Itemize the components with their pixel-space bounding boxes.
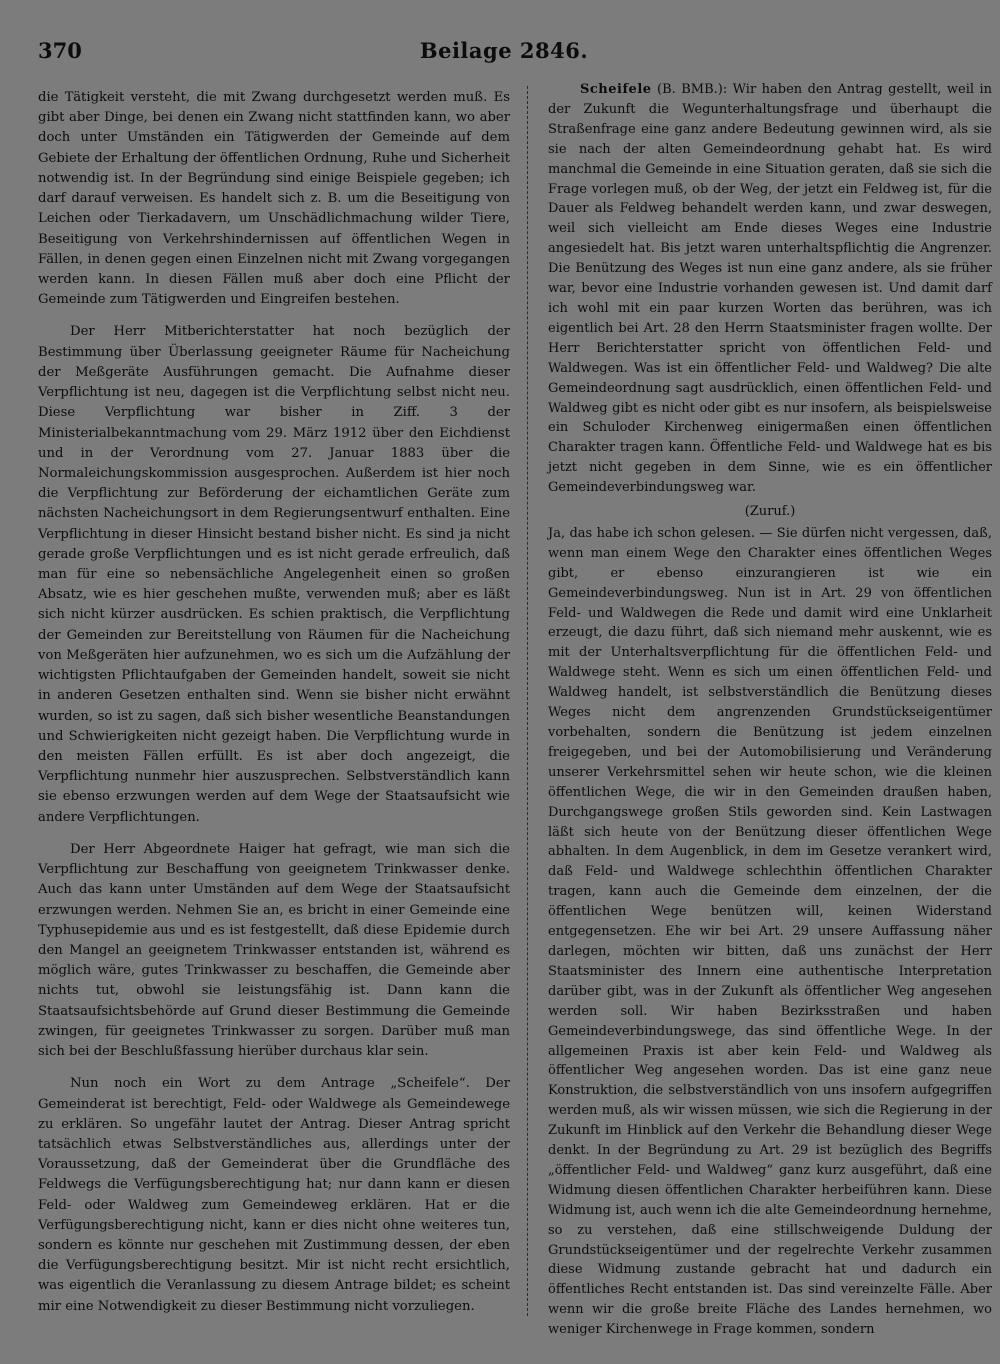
paragraph	[548, 80, 992, 498]
speaker-name: Scheifele	[580, 82, 652, 97]
left-column	[38, 88, 510, 1317]
page-number: 370	[38, 38, 82, 63]
paragraph: Ja, das habe ich schon gelesen. — Sie dürfen nicht vergessen, daß, wenn man einem Wege den Charakter eines öffentlichen Weges gibt, er ebenso einzurangieren ist wie ein Gemeindeverbindungsweg. Nun ist in Art. 29 von öffentlichen Feld- und Waldwegen die Rede und damit wird eine Unklarheit erzeugt, die dazu führt, daß sich niemand mehr auskennt, wie es mit der Unterhaltsverpflichtung für die öffentlichen Feld- und Waldwege steht. Wenn es sich um einen öffentlichen Feld- und Waldweg handelt, ist selbstverständlich die Benützung dieses Weges nicht dem angrenzenden Grundstückseigentümer vorbehalten, sondern die Benützung ist jedem einzelnen freigegeben, und bei der Automobilisierung und Veränderung unserer Verkehrsmittel sehen wir heute schon, wie die kleinen öffentlichen Wege, die wir in den Gemeinden draußen haben, Durchgangswege großen Stils geworden sind. Kein Lastwagen läßt sich heute von der Benützung dieser öffentlichen Wege abhalten. In dem Augenblick, in dem im Gesetze verankert wird, daß Feld- und Waldwege schlechthin öffentlichen Charakter tragen, kann auch die Gemeinde dem einzelnen, der die öffentlichen Wege benützen will, keinen Widerstand entgegensetzen. Ehe wir bei Art. 29 unsere Auffassung näher darlegen, möchten wir bitten, daß uns zunächst der Herr Staatsminister des Innern eine authentische Interpretation darüber gibt, was in der Zukunft als öffentlicher Weg angesehen werden soll. Wir haben Bezirksstraßen und haben Gemeindeverbindungswege, das sind öffentliche Wege. In der allgemeinen Praxis ist aber kein Feld- und Waldweg als öffentlicher Weg angesehen worden. Das ist eine ganz neue Konstruktion, die selbstverständlich von uns insofern aufgegriffen werden muß, als wir wissen müssen, wie sich die Regierung in der Zukunft im Hinblick auf den Verkehr die Behandlung dieser Wege denkt. In der Begründung zu Art. 29 ist bezüglich des Begriffs „öffentlicher Feld- und Waldweg“ ganz kurz ausgeführt, daß eine Widmung diesen öffentlichen Charakter herbeiführen kann. Diese Widmung ist, auch wenn ich die alte Gemeindeordnung hernehme, so zu verstehen, daß eine stillschweigende Duldung der Grundstückseigentümer und der regelrechte Verkehr zusammen diese Widmung zustande gebracht hat und dadurch ein öffentliches Recht entstanden ist. Das sind vereinzelte Fälle. Aber wenn wir die große breite Fläche des Landes hernehmen, wo weniger Kirchenwege in Frage kommen, sondern	[548, 525, 992, 1338]
paragraph: die Tätigkeit versteht, die mit Zwang durchgesetzt werden muß. Es gibt aber Dinge, bei denen ein Zwang nicht stattfinden kann, wo aber doch unter Umständen ein Tätigwerden der Gemeinde auf dem Gebiete der Erhaltung der öffentlichen Ordnung, Ruhe und Sicherheit notwendig ist. In der Begründung sind einige Beispiele gegeben; ich darf darauf verweisen. Es handelt sich z. B. um die Beseitigung von Leichen oder Tierkadavern, um Unschädlichmachung wilder Tiere, Beseitigung von Verkehrshindernissen auf öffentlichen Wegen in Fällen, in denen gegen einen Einzelnen nicht mit Zwang vorgegangen werden kann. In diesen Fällen muß aber doch eine Pflicht der Gemeinde zum Tätigwerden und Eingreifen bestehen.	[38, 90, 510, 308]
page-title: Beilage 2846.	[419, 38, 589, 63]
column-divider	[527, 86, 529, 1316]
paragraph: Der Herr Abgeordnete Haiger hat gefragt, wie man sich die Verpflichtung zur Beschaffung von geeignetem Trinkwasser denke. Auch das kann unter Umständen auf dem Wege der Staatsaufsicht erzwungen werden. Nehmen Sie an, es bricht in einer Gemeinde eine Typhusepidemie aus und es ist festgestellt, daß diese Epidemie durch den Mangel an geeignetem Trinkwasser entstanden ist, während es möglich wäre, gutes Trinkwasser zu beschaffen, die Gemeinde aber nichts tut, obwohl sie leistungsfähig ist. Dann kann die Staatsaufsichtsbehörde auf Grund dieser Bestimmung die Gemeinde zwingen, für geeignetes Trinkwasser zu sorgen. Darüber muß man sich bei der Beschlußfassung hierüber durchaus klar sein.	[38, 841, 510, 1060]
speaker-text: (B. BMB.): Wir haben den Antrag gestellt, weil in der Zukunft die Wegunterhaltungsfrage und überhaupt die Straßenfrage eine ganz andere Bedeutung gewinnen wird, als sie sie nach der alten Gemeindeordnung gehabt hat. Es wird manchmal die Gemeinde in eine Situation geraten, daß sie sich die Frage vorlegen muß, ob der Weg, der jetzt ein Feldweg ist, für die Dauer als Feldweg behandelt werden kann, und zwar deswegen, weil sich vielleicht am Ende dieses Weges eine Industrie angesiedelt hat. Bis jetzt waren unterhaltspflichtig die Angrenzer. Die Benützung des Weges ist nun eine ganz andere, als sie früher war, bevor eine Industrie vorhanden gewesen ist. Und damit darf ich wohl mit ein paar kurzen Worten das berühren, was ich eigentlich bei Art. 28 den Herrn Staatsminister fragen wollte. Der Herr Berichterstatter spricht von öffentlichen Feld- und Waldwegen. Was ist ein öffentlicher Feld- und Waldweg? Die alte Gemeindeordnung sagt ausdrücklich, einen öffentlichen Feld- und Waldweg gibt es nicht oder gibt es nur insofern, als beispielsweise ein Schuloder Kirchenweg einigermaßen einen öffentlichen Charakter tragen kann. Öffentliche Feld- und Waldwege hat es bis jetzt nicht gegeben in dem Sinne, wie es ein öffentlicher Gemeindeverbindungsweg war.	[548, 82, 992, 496]
interjection: (Zuruf.)	[744, 504, 796, 520]
paragraph: Nun noch ein Wort zu dem Antrage „Scheifele“. Der Gemeinderat ist berechtigt, Feld- oder Waldwege als Gemeindewege zu erklären. So ungefähr lautet der Antrag. Dieser Antrag spricht tatsächlich etwas Selbstverständliches aus, allerdings unter der Voraussetzung, daß der Gemeinderat über die Grundfläche des Feldwegs die Verfügungsberechtigung hat; nur dann kann er diesen Feld- oder Waldweg zum Gemeindeweg erklären. Hat er die Verfügungsberechtigung nicht, kann er dies nicht ohne weiteres tun, sondern es könnte nur geschehen mit Zustimmung dessen, der eben die Verfügungsberechtigung besitzt. Mir ist nicht recht ersichtlich, was eigentlich die Veranlassung zu diesem Antrage bildet; es scheint mir eine Notwendigkeit zu dieser Bestimmung nicht vorzuliegen.	[38, 1076, 510, 1314]
right-column	[548, 80, 992, 1340]
paragraph: Der Herr Mitberichterstatter hat noch bezüglich der Bestimmung über Überlassung geeigneter Räume für Nacheichung der Meßgeräte Ausführungen gemacht. Die Aufnahme dieser Verpflichtung ist neu, dagegen ist die Verpflichtung selbst nicht neu. Diese Verpflichtung war bisher in Ziff. 3 der Ministerialbekanntmachung vom 29. März 1912 über den Eichdienst und in der Verordnung vom 27. Januar 1883 über die Normaleichungskommission ausgesprochen. Außerdem ist hier noch die Verpflichtung zur Beförderung der eichamtlichen Geräte zum nächsten Nacheichungsort in dem Regierungsentwurf enthalten. Eine Verpflichtung in dieser Hinsicht bestand bisher nicht. Es sind ja nicht gerade große Verpflichtungen und es ist nicht gerade erfreulich, daß man für eine so nebensächliche Angelegenheit einen so großen Absatz, wie es hier geschehen mußte, verwenden muß; aber es läßt sich nicht kürzer ausdrücken. Es schien praktisch, die Verpflichtung der Gemeinden zur Bereitstellung von Räumen für die Nacheichung von Meßgeräten hier aufzunehmen, wo es sich um die Aufzählung der wichtigsten Pflichtaufgaben der Gemeinden handelt, soweit sie nicht in anderen Gesetzen enthalten sind. Wenn sie bisher nicht erwähnt wurden, so ist zu sagen, daß sich bisher wesentliche Beanstandungen und Schwierigkeiten nicht gezeigt haben. Die Verpflichtung wurde in den meisten Fällen erfüllt. Es ist aber doch angezeigt, die Verpflichtung nunmehr hier auszusprechen. Selbstverständlich kann sie ebenso erzwungen werden auf dem Wege der Staatsaufsicht wie andere Verpflichtungen.	[38, 324, 510, 825]
page-header	[38, 38, 970, 72]
